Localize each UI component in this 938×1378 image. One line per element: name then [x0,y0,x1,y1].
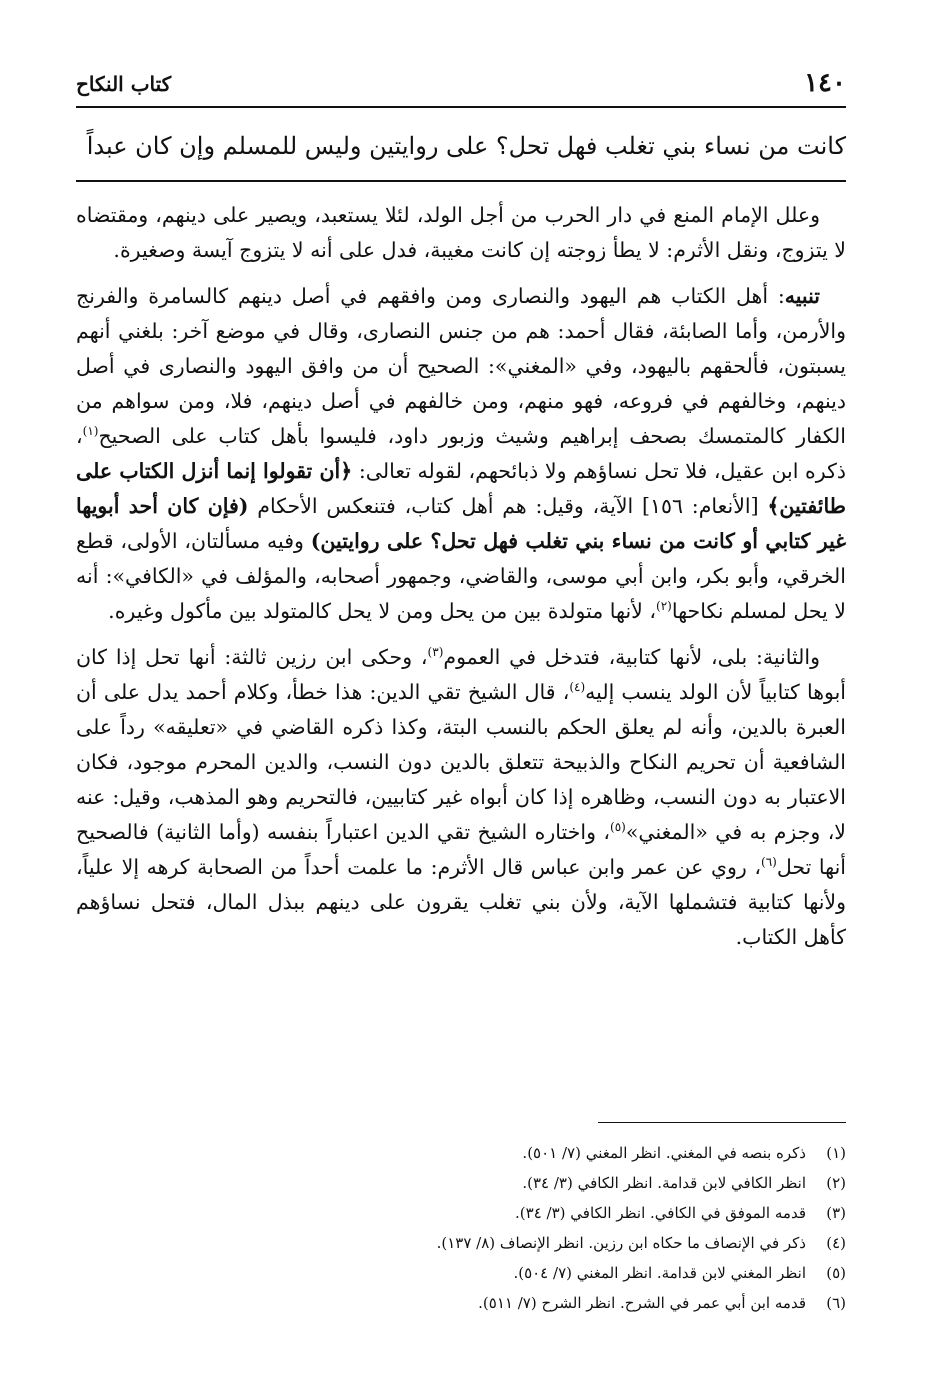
p3-text-3: ، قال الشيخ تقي الدين: هذا خطأ، وكلام أحمد يدل على أن العبرة بالدين، وأنه لم يعلق الحكم بالنسب البتة، وكذا ذكره القاضي في «تعليقه» رداً على الشافعية أن تحريم النكاح والذبيحة تتعلق بالدين دون النسب، والدين المحرم موجود، فكان الاعتبار به دون النسب، وظاهره إذا كان أبواه غير كتابيين، فالتحريم وهو المذهب، وقيل: عنه لا، وجزم به في «المغني» [76,680,846,844]
footnote-text: ذكره بنصه في المغني. انظر المغني (٧/ ٥٠١). [522,1144,806,1162]
footnote-ref-1: (١) [82,424,99,439]
footnote-ref-4: (٤) [569,680,586,695]
p2-text-4: وفيه مسألتان، الأولى، قطع الخرقي، وأبو بكر، وابن أبي موسى، والقاضي، وجمهور أصحابه، والمؤلف في «الكافي»: أنه لا يحل لمسلم نكاحها [76,529,846,623]
footnote-item [146,1168,846,1198]
footnote-number: (٢) [826,1174,846,1192]
footnote-item [146,1228,846,1258]
footnote-ref-3: (٣) [427,645,444,660]
running-title: كتاب النكاح [76,72,179,96]
footnote-ref-6: (٦) [761,855,777,870]
footnote-item [146,1138,846,1168]
note-label: تنبيه [784,284,820,308]
paragraph-1: وعلل الإمام المنع في دار الحرب من أجل الولد، لئلا يستعبد، ويصير على دينهم، ومقتضاه لا يتزوج، ونقل الأثرم: لا يطأ زوجته إن كانت مغيبة، فدل على أنه لا يتزوج آيسة وصغيرة. [76,203,846,262]
paragraph-2 [76,279,846,629]
matn-quote: (فإن كان أحد أبويها غير كتابي أو كانت من نساء بني تغلب فهل تحل؟ على روايتين) [76,494,846,553]
footnote-number: (٤) [826,1234,846,1252]
footnote-number: (٦) [826,1294,846,1312]
footnote-text: انظر الكافي لابن قدامة. انظر الكافي (٣/ ٣٤). [522,1174,806,1192]
p2-text-1: : أهل الكتاب هم اليهود والنصارى ومن وافقهم في أصل دينهم كالسامرة والفرنج والأرمن، وأما الصابئة، فقال أحمد: هم من جنس النصارى، وقال في موضع آخر: بلغني أنهم يسبتون، فألحقهم باليهود، وفي «المغني»: الصحيح أن من وافق اليهود والنصارى في أصل دينهم، وخالفهم في فروعه، فهو منهم، ومن خالفهم في أصل دينهم، فلا، ومن سواهم من الكفار كالمتمسك بصحف إبراهيم وشيث وزبور داود، فليسوا بأهل كتاب على الصحيح [76,284,846,448]
p2-text-2: ، ذكره ابن عقيل، فلا تحل نساؤهم ولا ذبائحهم، لقوله تعالى: [76,424,846,483]
page-header [76,66,846,108]
footnote-number: (١) [826,1144,846,1162]
commentary-body [76,198,846,966]
footnote-ref-2: (٢) [656,599,672,614]
page-number: ١٤٠ [804,68,846,98]
p3-text-2: ، وحكى ابن رزين ثالثة: أنها تحل إذا كان أبوها كتابياً لأن الولد ينسب إليه [76,645,846,704]
footnotes-list [146,1138,846,1318]
p2-text-5: ، لأنها متولدة بين من يحل ومن لا يحل كالمتولد بين مأكول وغيره. [108,599,656,623]
footnote-divider [598,1122,846,1123]
footnote-number: (٣) [826,1204,846,1222]
p3-text-5: ، روي عن عمر وابن عباس قال الأثرم: ما علمت أحداً من الصحابة كرهه إلا علياً، ولأنها كتابية فتشملها الآية، ولأن بني تغلب يقرون على دينهم ببذل المال، فتحل نساؤهم كأهل الكتاب. [76,855,846,949]
footnote-text: ذكر في الإنصاف ما حكاه ابن رزين. انظر الإنصاف (٨/ ١٣٧). [436,1234,806,1252]
footnote-item [146,1198,846,1228]
p3-text-4: ، واختاره الشيخ تقي الدين اعتباراً بنفسه (وأما الثانية) فالصحيح أنها تحل [76,820,846,879]
footnote-item [146,1258,846,1288]
paragraph-3 [76,640,846,955]
footnote-text: قدمه الموفق في الكافي. انظر الكافي (٣/ ٣٤). [515,1204,806,1222]
matn-text: كانت من نساء بني تغلب فهل تحل؟ على روايتين وليس للمسلم وإن كان عبداً [86,132,846,160]
footnote-item [146,1288,846,1318]
p2-text-3: [الأنعام: ١٥٦] الآية، وقيل: هم أهل كتاب، فتنعكس الأحكام [248,494,768,518]
quran-quote: ﴿أن تقولوا إنما أنزل الكتاب على طائفتين﴾ [76,459,847,518]
footnote-text: انظر المغني لابن قدامة. انظر المغني (٧/ ٥٠٤). [513,1264,806,1282]
matn-divider [76,180,846,182]
p3-text-1: والثانية: بلى، لأنها كتابية، فتدخل في العموم [443,645,821,669]
footnote-number: (٥) [826,1264,846,1282]
footnote-ref-5: (٥) [610,820,626,835]
footnote-text: قدمه ابن أبي عمر في الشرح. انظر الشرح (٧/ ٥١١). [478,1294,806,1312]
